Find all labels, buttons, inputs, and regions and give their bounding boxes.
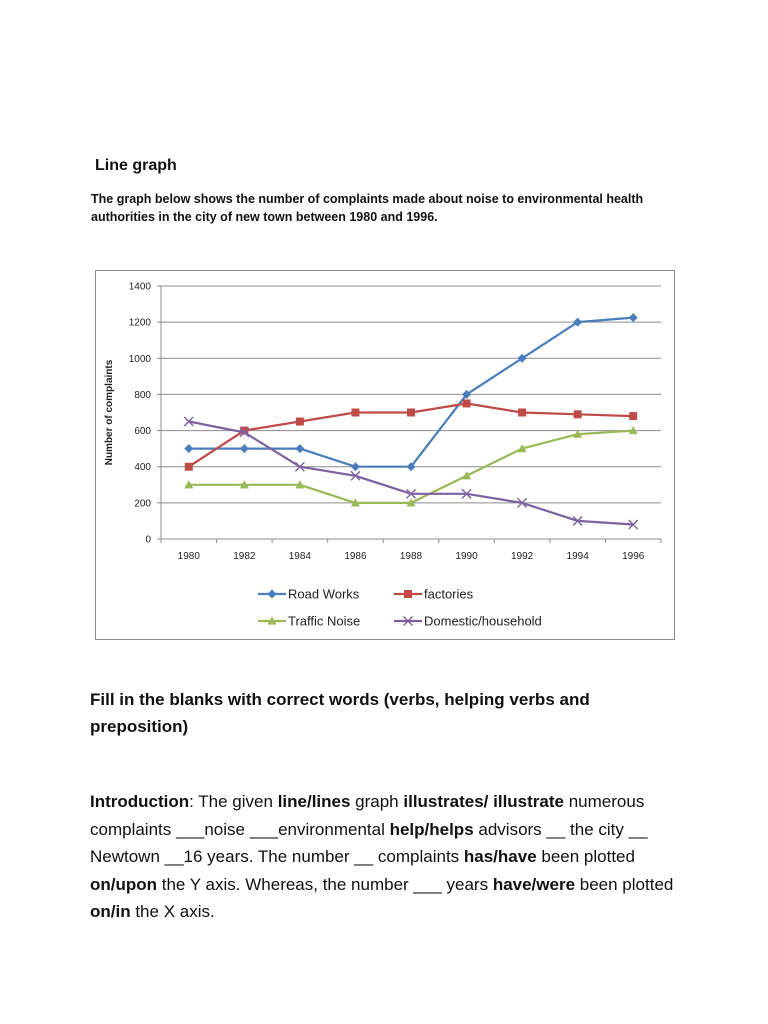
para-text-6: the Y axis. Whereas, the number ___ years (157, 874, 493, 894)
chart-description: The graph below shows the number of complaints made about noise to environmental health authorities in the city of new town between 1980 and 1996. (91, 192, 644, 224)
data-point (629, 313, 638, 322)
choice-line-lines: line/lines (277, 792, 351, 811)
x-tick-label: 1984 (288, 551, 312, 562)
data-point (518, 409, 526, 417)
choice-on-upon: on/upon (90, 874, 158, 894)
para-text-1: : The given (189, 792, 278, 811)
choice-have-were: have/were (492, 874, 576, 894)
data-point (574, 410, 582, 418)
x-tick-label: 1992 (510, 551, 534, 562)
x-tick-label: 1990 (455, 551, 478, 562)
x-tick-label: 1982 (233, 551, 256, 562)
data-point (351, 409, 359, 417)
data-point (463, 399, 471, 407)
y-tick-label: 400 (134, 462, 151, 474)
legend-marker (404, 590, 412, 598)
x-tick-label: 1986 (344, 551, 367, 562)
data-point (296, 418, 304, 426)
para-text-2: graph (350, 792, 404, 811)
para-text-7: been plotted (575, 874, 674, 894)
data-point (240, 444, 249, 453)
data-point (185, 463, 193, 471)
y-tick-label: 200 (134, 498, 151, 510)
data-point (351, 462, 360, 471)
y-tick-label: 0 (145, 534, 151, 546)
y-tick-label: 600 (134, 426, 151, 438)
legend-label: factories (424, 586, 474, 602)
legend-label: Road Works (288, 586, 360, 602)
instruction-text: Fill in the blanks with correct words (verbs, helping verbs and preposition) (90, 690, 590, 736)
choice-has-have: has/have (463, 847, 537, 866)
para-text-8: the X axis. (130, 902, 215, 921)
y-tick-label: 1000 (128, 353, 151, 365)
y-tick-label: 800 (134, 389, 151, 401)
y-axis-label: Number of complaints (104, 359, 115, 466)
x-tick-label: 1994 (566, 551, 589, 562)
choice-illustrates: illustrates/ illustrate (403, 792, 564, 811)
x-tick-label: 1996 (622, 551, 645, 562)
y-tick-label: 1200 (128, 317, 151, 329)
page-heading: Line graph (95, 157, 177, 174)
choice-help-helps: help/helps (389, 819, 474, 839)
x-tick-label: 1980 (177, 551, 200, 562)
x-tick-label: 1988 (399, 551, 423, 562)
y-tick-label: 1400 (128, 281, 151, 293)
data-point (407, 409, 415, 417)
introduction-paragraph (90, 788, 690, 926)
data-point (184, 444, 193, 453)
data-point (295, 444, 304, 453)
series-line-0 (189, 318, 633, 467)
line-chart (95, 270, 675, 640)
line-chart-svg (96, 271, 676, 641)
legend-marker (268, 590, 277, 599)
legend-label: Traffic Noise (288, 613, 361, 629)
intro-label: Introduction (90, 792, 190, 811)
legend-label: Domestic/household (424, 613, 542, 629)
choice-on-in: on/in (90, 902, 131, 921)
data-point (629, 412, 637, 420)
para-text-3: numerous complaints ___noise ___environmental (90, 792, 645, 839)
para-text-5: been plotted (536, 847, 635, 866)
para-text-4: advisors __ the city __ Newtown __16 years. The number __ complaints (90, 819, 648, 866)
